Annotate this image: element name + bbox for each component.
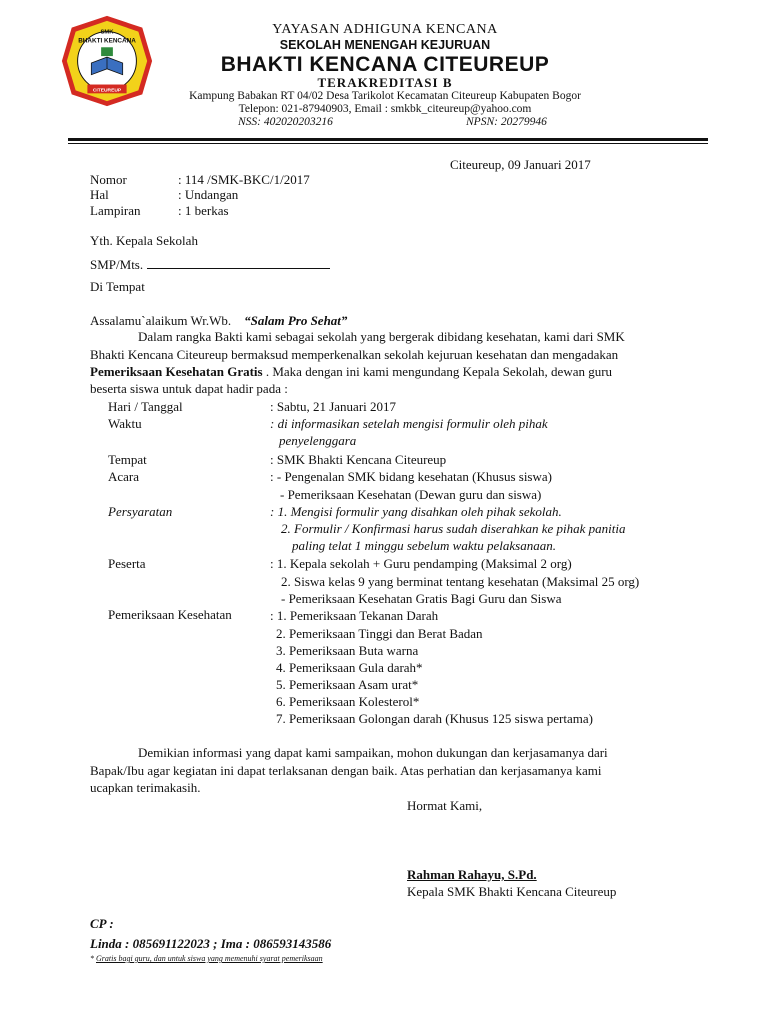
- body-bold-phrase: Pemeriksaan Kesehatan Gratis: [90, 364, 263, 379]
- contact-person-list: Linda : 085691122023 ; Ima : 086593143586: [90, 936, 332, 951]
- detail-value-waktu-2: penyelenggara: [279, 433, 357, 448]
- body-line-1: Dalam rangka Bakti kami sebagai sekolah yang bergerak dibidang kesehatan, kami dari SMK: [138, 329, 625, 344]
- checkup-item: 6. Pemeriksaan Kolesterol*: [276, 694, 420, 709]
- closing-line-3: ucapkan terimakasih.: [90, 780, 201, 795]
- recipient-title: Yth. Kepala Sekolah: [90, 233, 198, 248]
- closing-line-2: Bapak/Ibu agar kegiatan ini dapat terlaksanan dengan baik. Atas perhatian dan kerjasamanya kami: [90, 763, 602, 778]
- meta-label-lampiran: Lampiran: [90, 203, 141, 218]
- detail-value-peserta-3: - Pemeriksaan Kesehatan Gratis Bagi Guru dan Siswa: [281, 591, 562, 606]
- detail-label-pemeriksaan: Pemeriksaan Kesehatan: [108, 607, 232, 622]
- header-rule-thick: [68, 138, 708, 141]
- body-line-3: [90, 364, 612, 380]
- detail-value-hari: : Sabtu, 21 Januari 2017: [270, 399, 397, 414]
- closing-regards: Hormat Kami,: [407, 798, 483, 813]
- body-line-3-rest: . Maka dengan ini kami mengundang Kepala Sekolah, dewan guru: [262, 364, 613, 379]
- body-line-2: Bhakti Kencana Citeureup bermaksud memperkenalkan sekolah kejuruan kesehatan dan mengadakan: [90, 347, 619, 362]
- recipient-blank-line: [147, 257, 330, 269]
- checkup-item: 2. Pemeriksaan Tinggi dan Berat Badan: [276, 626, 483, 641]
- school-type: SEKOLAH MENENGAH KEJURUAN: [279, 38, 491, 52]
- greeting: [90, 313, 347, 329]
- school-name: BHAKTI KENCANA CITEUREUP: [220, 53, 550, 76]
- footnote-star: *: [90, 954, 94, 963]
- svg-text:BHAKTI KENCANA: BHAKTI KENCANA: [78, 37, 136, 45]
- detail-label-waktu: Waktu: [108, 416, 142, 431]
- meta-value-lampiran: : 1 berkas: [178, 203, 229, 218]
- recipient-school-label: SMP/Mts.: [90, 257, 144, 272]
- svg-text:CITEUREUP: CITEUREUP: [92, 88, 122, 94]
- checkup-item: 4. Pemeriksaan Gula darah*: [276, 660, 423, 675]
- nss-number: NSS: 402020203216: [238, 116, 333, 128]
- detail-value-peserta-2: 2. Siswa kelas 9 yang berminat tentang kesehatan (Maksimal 25 org): [281, 574, 640, 589]
- body-line-4: beserta siswa untuk dapat hadir pada :: [90, 381, 288, 396]
- detail-value-syarat-3: paling telat 1 minggu sebelum waktu pelaksanaan.: [292, 538, 556, 553]
- detail-value-tempat: : SMK Bhakti Kencana Citeureup: [270, 452, 447, 467]
- signer-title: Kepala SMK Bhakti Kencana Citeureup: [407, 884, 617, 899]
- accreditation: TERAKREDITASI B: [317, 75, 453, 90]
- detail-label-tempat: Tempat: [108, 452, 147, 467]
- school-contact: Telepon: 021-87940903, Email : smkbk_citeureup@yahoo.com: [238, 103, 532, 115]
- motto: “Salam Pro Sehat”: [244, 313, 348, 328]
- detail-label-peserta: Peserta: [108, 556, 146, 571]
- foundation-name: YAYASAN ADHIGUNA KENCANA: [272, 22, 498, 37]
- place-date: Citeureup, 09 Januari 2017: [450, 157, 591, 172]
- checkup-item: 7. Pemeriksaan Golongan darah (Khusus 125 siswa pertama): [276, 711, 593, 726]
- checkup-item: 5. Pemeriksaan Asam urat*: [276, 677, 419, 692]
- checkup-item: 3. Pemeriksaan Buta warna: [276, 643, 419, 658]
- detail-value-acara-2: - Pemeriksaan Kesehatan (Dewan guru dan siswa): [280, 487, 542, 502]
- school-address: Kampung Babakan RT 04/02 Desa Tarikolot Kecamatan Citeureup Kabupaten Bogor: [189, 90, 581, 102]
- meta-value-nomor: : 114 /SMK-BKC/1/2017: [178, 172, 310, 187]
- detail-label-acara: Acara: [108, 469, 140, 484]
- meta-label-hal: Hal: [90, 187, 109, 202]
- detail-label-persyaratan: Persyaratan: [108, 504, 173, 519]
- meta-label-nomor: Nomor: [90, 172, 127, 187]
- header-rule-thin: [68, 143, 708, 144]
- signer-name: Rahman Rahayu, S.Pd.: [407, 867, 537, 882]
- school-logo: [58, 12, 156, 110]
- detail-value-peserta-1: : 1. Kepala sekolah + Guru pendamping (Maksimal 2 org): [270, 556, 572, 571]
- checkup-item: : 1. Pemeriksaan Tekanan Darah: [270, 608, 439, 623]
- recipient-school: [90, 257, 330, 273]
- recipient-place: Di Tempat: [90, 279, 145, 294]
- npsn-number: NPSN: 20279946: [466, 116, 547, 128]
- footnote: [90, 954, 323, 963]
- detail-value-syarat-1: : 1. Mengisi formulir yang disahkan oleh pihak sekolah.: [270, 504, 562, 519]
- detail-label-hari: Hari / Tanggal: [108, 399, 183, 414]
- detail-value-acara-1: : - Pengenalan SMK bidang kesehatan (Khusus siswa): [270, 469, 552, 484]
- svg-text:SMK: SMK: [100, 29, 114, 36]
- detail-value-syarat-2: 2. Formulir / Konfirmasi harus sudah diserahkan ke pihak panitia: [281, 521, 626, 536]
- closing-line-1: Demikian informasi yang dapat kami sampaikan, mohon dukungan dan kerjasamanya dari: [138, 745, 608, 760]
- detail-value-waktu-1: : di informasikan setelah mengisi formulir oleh pihak: [270, 416, 548, 431]
- greeting-text: Assalamu`alaikum Wr.Wb.: [90, 313, 232, 328]
- footnote-text: Gratis bagi guru, dan untuk siswa yang memenuhi syarat pemeriksaan: [96, 954, 323, 963]
- contact-person-label: CP :: [90, 916, 114, 931]
- meta-value-hal: : Undangan: [178, 187, 239, 202]
